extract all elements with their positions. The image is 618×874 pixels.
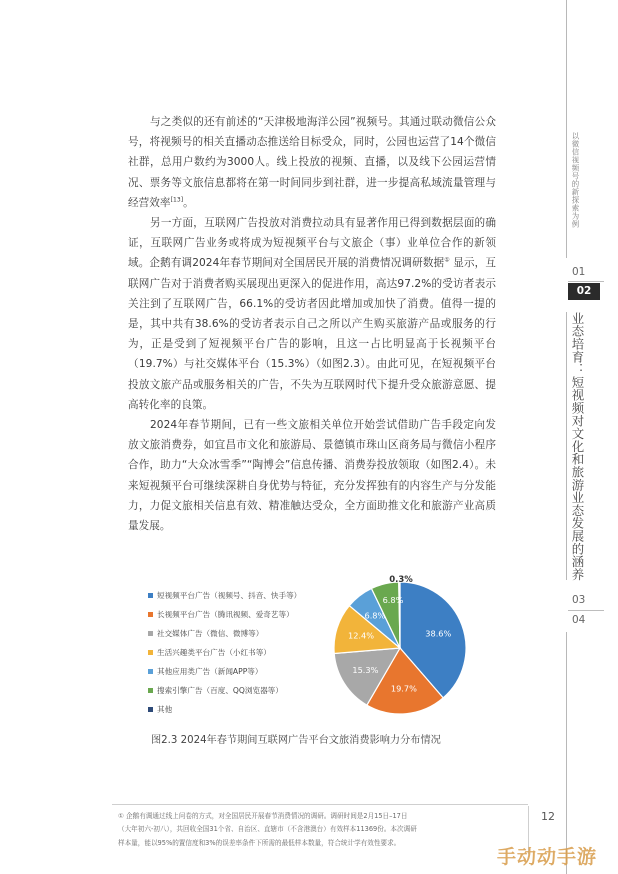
nav-divider xyxy=(568,281,604,282)
footnote xyxy=(118,810,520,850)
legend-label: 其他应用类广告（新闻APP等） xyxy=(157,666,263,676)
nav-item-02-active[interactable]: 02 xyxy=(568,283,600,300)
footnote-line: ① 企鹅有调通过线上问卷的方式，对全国居民开展春节消费情况的调研。调研时间是2月15日–17日 xyxy=(118,812,408,820)
data-label-search: 6.8% xyxy=(382,594,404,605)
legend-label: 其他 xyxy=(157,704,173,714)
section-label: 以微信视频号的新探索为例 xyxy=(571,132,580,228)
watermark-logo: 手动动手游 xyxy=(497,846,598,868)
body-text xyxy=(128,112,496,536)
data-label-other-apps: 6.8% xyxy=(364,610,386,621)
legend-label: 短视频平台广告（视频号、抖音、快手等） xyxy=(157,590,302,600)
paragraph-2-text: 另一方面，互联网广告投放对消费拉动具有显著作用已得到数据层面的确证，互联网广告业务或将成为短视频平台与文旅企（事）业单位合作的新领域。企鹅有调2024年春节期间对全国居民开展的消费情况调研数据 xyxy=(128,217,496,270)
legend-swatch xyxy=(148,707,153,712)
paragraph-1-end: 。 xyxy=(183,196,194,209)
nav-item-01[interactable]: 01 xyxy=(572,266,586,278)
legend-swatch xyxy=(148,593,153,598)
data-label-lifestyle: 12.4% xyxy=(347,630,375,641)
nav-item-04[interactable]: 04 xyxy=(572,614,586,626)
legend-swatch xyxy=(148,631,153,636)
legend-swatch xyxy=(148,669,153,674)
data-label-short-video: 38.6% xyxy=(425,628,452,639)
nav-divider-2 xyxy=(568,610,604,611)
legend-item-long-video xyxy=(148,607,294,621)
legend-swatch xyxy=(148,650,153,655)
footnote-rule xyxy=(112,804,528,805)
page-number: 12 xyxy=(541,810,555,823)
legend-item-social xyxy=(148,626,263,640)
footnote-line: 样本量，能以95%的置信度和3%的误差率条件下所需的最低样本数量，符合统计学有效性要求。 xyxy=(118,838,401,847)
legend-label: 生活兴趣类平台广告（小红书等） xyxy=(157,647,271,657)
nav-line-top xyxy=(566,0,567,258)
chapter-nav xyxy=(560,0,618,874)
legend-item-search xyxy=(148,683,283,697)
nav-line-mid xyxy=(566,312,567,580)
legend-item-short-video xyxy=(148,588,301,602)
paragraph-2 xyxy=(128,213,496,415)
data-label-long-video: 19.7% xyxy=(390,683,417,694)
paragraph-1 xyxy=(128,112,496,213)
figure-caption: 图2.3 2024年春节期间互联网广告平台文旅消费影响力分布情况 xyxy=(151,735,441,746)
legend-label: 搜索引擎广告（百度、QQ浏览器等） xyxy=(157,685,283,695)
nav-line-bottom xyxy=(566,632,567,874)
citation-13[interactable]: [13] xyxy=(170,196,184,204)
nav-item-03[interactable]: 03 xyxy=(572,594,586,606)
paragraph-1-text: 与之类似的还有前述的“天津极地海洋公园”视频号。其通过联动微信公众号，将视频号的相关直播动态推送给目标受众，同时，公园也运营了14个微信社群，总用户数约为3000人。线上投放的视频、直播，以及线下公园运营情况、票务等文旅信息都将在第一时间同步到社群，进一步提高私域流量管理与经营效率 xyxy=(128,116,496,209)
legend-label: 社交媒体广告（微信、微博等） xyxy=(157,628,264,638)
legend-item-lifestyle xyxy=(148,645,271,659)
footnote-line: （大年初六-初八），共回收全国31个省、自治区、直辖市（不含港澳台）有效样本11369份。本次调研 xyxy=(118,825,417,834)
footnote-ref-1[interactable]: ① xyxy=(444,256,450,264)
pie-chart xyxy=(328,572,472,716)
data-label-social: 15.3% xyxy=(352,664,379,675)
legend-swatch xyxy=(148,612,153,617)
chapter-title: 业态培育：短视频对文化和旅游业态发展的涵养 xyxy=(570,312,585,581)
paragraph-2-rest: 显示，互联网广告对于消费者购买展现出更深入的促进作用，高达97.2%的受访者表示关注到了互联网广告，66.1%的受访者因此增加或加快了消费。值得一提的是，其中共有38.6%的受访者表示自己之所以产生购买旅游产品或服务的行为，正是受到了短视频平台广告的影响，且这一占比明显高于长视频平台（19.7%）与社交媒体平台（15.3%）（如图2.3）。由此可见，在短视频平台投放文旅产品或服务相关的广告，不失为互联网时代下提升受众旅游意愿、提高转化率的良策。 xyxy=(128,257,496,411)
legend-item-other xyxy=(148,702,172,716)
legend-item-other-apps xyxy=(148,664,262,678)
data-label-other: 0.3% xyxy=(389,575,413,585)
paragraph-3 xyxy=(128,415,496,536)
legend-label: 长视频平台广告（腾讯视频、爱奇艺等） xyxy=(157,609,294,619)
paragraph-3-text: 2024年春节期间，已有一些文旅相关单位开始尝试借助广告手段定向发放文旅消费券，如宜昌市文化和旅游局、景德镇市珠山区商务局与微信小程序合作，助力“大众冰雪季”“陶博会”信息传播、消费券投放领取（如图2.4）。未来短视频平台可继续深耕自身优势与特征，充分发挥独有的内容生产与分发能力，力促文旅相关信息有效、精准触达受众，全方面助推文化和旅游产业高质量发展。 xyxy=(128,419,496,533)
legend-swatch xyxy=(148,688,153,693)
